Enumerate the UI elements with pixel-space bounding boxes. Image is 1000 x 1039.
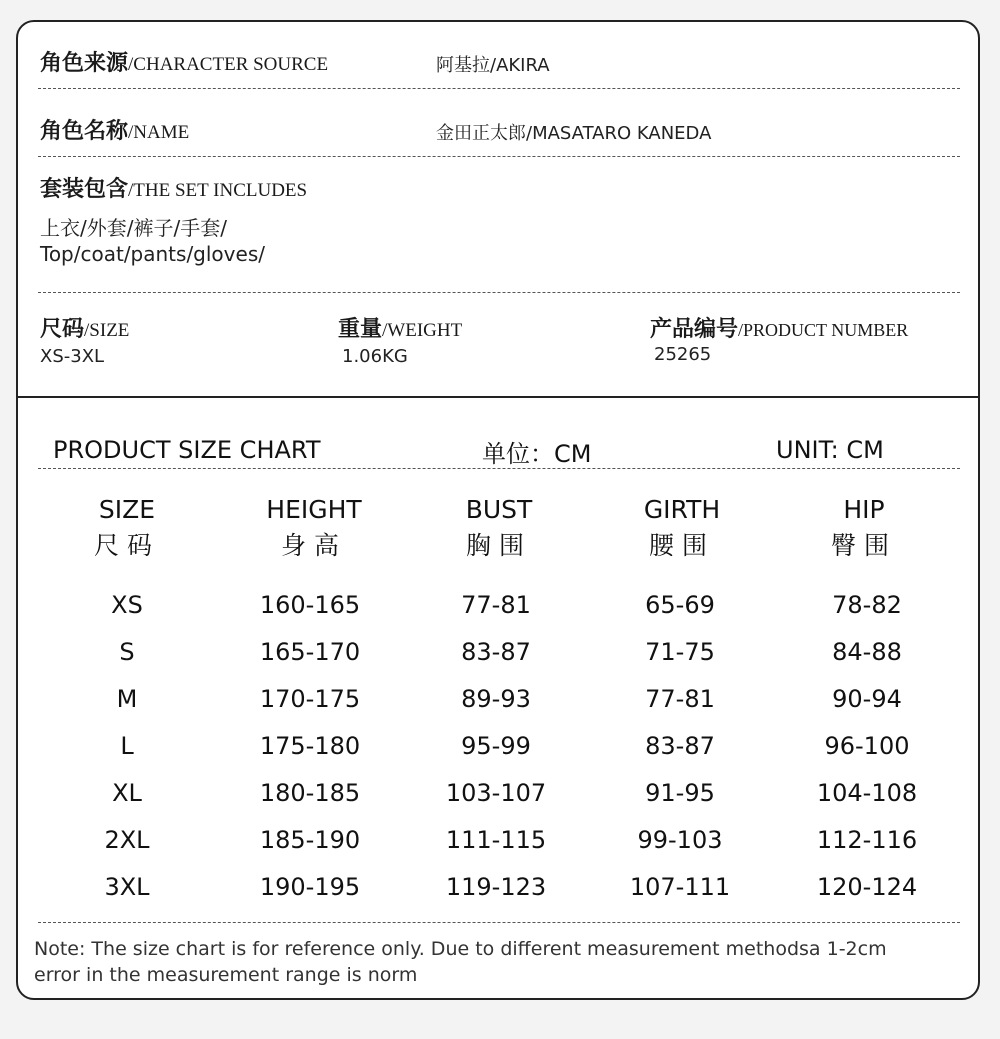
- table-cell: XS: [111, 591, 143, 619]
- column-header-cn: 身高: [280, 531, 347, 560]
- divider: [38, 292, 960, 293]
- character-source-label: [40, 46, 328, 77]
- column-header-cn: 臀围: [830, 531, 897, 560]
- table-cell: 112-116: [816, 826, 918, 854]
- table-cell: 77-81: [645, 685, 715, 713]
- set-includes-label-cn: 套装包含: [40, 177, 129, 202]
- divider: [38, 88, 960, 89]
- note-line-1: Note: The size chart is for reference only. Due to different measurement methodsa 1-2cm: [34, 938, 887, 960]
- note-line-2: error in the measurement range is norm: [34, 964, 418, 986]
- table-cell: 103-107: [445, 779, 547, 807]
- column-header-girth: [592, 492, 772, 564]
- table-cell: 3XL: [104, 873, 150, 901]
- column-header-cn: 胸围: [465, 531, 532, 560]
- column-header-en: GIRTH: [643, 495, 721, 524]
- table-cell: S: [119, 638, 135, 666]
- table-cell: 83-87: [645, 732, 715, 760]
- table-cell: 95-99: [461, 732, 531, 760]
- table-cell: 107-111: [629, 873, 731, 901]
- character-source-label-cn: 角色来源: [40, 51, 129, 76]
- table-cell: 91-95: [645, 779, 715, 807]
- character-name-value: 金田正太郎/MASATARO KANEDA: [436, 123, 712, 144]
- weight-label-cn: 重量: [338, 317, 383, 342]
- table-cell: 77-81: [461, 591, 531, 619]
- column-header-cn: 尺码: [93, 531, 160, 560]
- column-header-en: HIP: [843, 495, 885, 524]
- size-label: [40, 312, 129, 343]
- table-cell: L: [120, 732, 134, 760]
- character-name-label-en: /NAME: [128, 122, 190, 143]
- column-header-size: [37, 492, 217, 564]
- product-number-label: [650, 312, 908, 343]
- table-cell: 104-108: [816, 779, 918, 807]
- set-includes-label: [40, 172, 307, 203]
- table-cell: 119-123: [445, 873, 547, 901]
- table-cell: 65-69: [645, 591, 715, 619]
- column-header-bust: [409, 492, 589, 564]
- size-label-cn: 尺码: [40, 317, 85, 342]
- character-name-label: [40, 114, 189, 145]
- table-cell: 2XL: [104, 826, 150, 854]
- table-cell: 99-103: [637, 826, 723, 854]
- divider: [38, 468, 960, 469]
- set-includes-value-cn: 上衣/外套/裤子/手套/: [40, 216, 227, 240]
- divider: [38, 922, 960, 923]
- weight-value: 1.06KG: [342, 346, 408, 367]
- column-header-en: SIZE: [98, 495, 156, 524]
- unit-en: UNIT: CM: [776, 436, 884, 464]
- weight-label: [338, 312, 462, 343]
- size-chart-title: PRODUCT SIZE CHART: [53, 436, 321, 464]
- table-cell: 71-75: [645, 638, 715, 666]
- table-cell: 90-94: [832, 685, 902, 713]
- table-cell: 78-82: [832, 591, 902, 619]
- column-header-en: HEIGHT: [266, 495, 362, 524]
- table-cell: 160-165: [259, 591, 361, 619]
- table-cell: 120-124: [816, 873, 918, 901]
- column-header-cn: 腰围: [648, 531, 715, 560]
- table-cell: 185-190: [259, 826, 361, 854]
- column-header-en: BUST: [465, 495, 533, 524]
- table-cell: 165-170: [259, 638, 361, 666]
- column-header-height: [224, 492, 404, 564]
- table-cell: 84-88: [832, 638, 902, 666]
- product-number-label-en: /PRODUCT NUMBER: [738, 320, 909, 340]
- character-source-label-en: /CHARACTER SOURCE: [128, 54, 329, 75]
- character-name-label-cn: 角色名称: [40, 119, 129, 144]
- table-cell: 180-185: [259, 779, 361, 807]
- table-cell: 111-115: [445, 826, 547, 854]
- table-cell: 89-93: [461, 685, 531, 713]
- size-label-en: /SIZE: [84, 320, 130, 341]
- product-number-value: 25265: [654, 344, 712, 365]
- character-source-value: 阿基拉/AKIRA: [436, 55, 550, 76]
- section-separator: [18, 396, 978, 398]
- divider: [38, 156, 960, 157]
- table-cell: XL: [112, 779, 142, 807]
- size-value: XS-3XL: [40, 346, 105, 367]
- table-cell: 83-87: [461, 638, 531, 666]
- table-cell: 170-175: [259, 685, 361, 713]
- set-includes-value-en: Top/coat/pants/gloves/: [40, 242, 265, 266]
- table-cell: 175-180: [259, 732, 361, 760]
- table-cell: M: [116, 685, 138, 713]
- table-cell: 190-195: [259, 873, 361, 901]
- table-cell: 96-100: [824, 732, 910, 760]
- product-number-label-cn: 产品编号: [650, 317, 739, 342]
- column-header-hip: [774, 492, 954, 564]
- product-info-card: [16, 20, 980, 1000]
- unit-cn: 单位：CM: [482, 440, 592, 468]
- set-includes-label-en: /THE SET INCLUDES: [128, 180, 308, 201]
- weight-label-en: /WEIGHT: [382, 320, 463, 341]
